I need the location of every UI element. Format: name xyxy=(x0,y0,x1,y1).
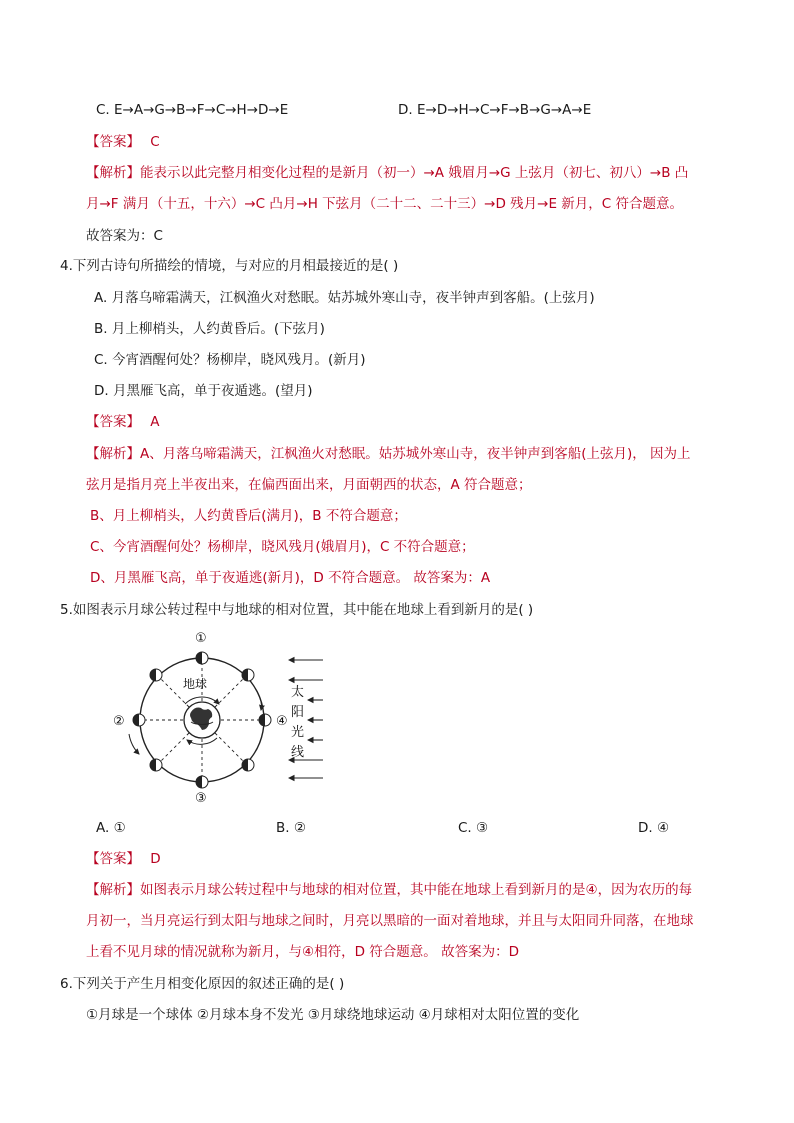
q4-analysis-line-1 xyxy=(86,445,691,463)
q3-conclusion: 故答案为：C xyxy=(86,228,163,244)
label-earth: 地球 xyxy=(183,677,208,691)
label-position-3: ③ xyxy=(195,791,207,806)
q3-option-c: C. E→A→G→B→F→C→H→D→E xyxy=(96,102,289,118)
q4-analysis-line-4: C、今宵酒醒何处？杨柳岸，晓风残月(娥眉月)，C 不符合题意； xyxy=(90,539,475,555)
q4-option-a: A. 月落乌啼霜满天，江枫渔火对愁眠。姑苏城外寒山寺，夜半钟声到客船。(上弦月) xyxy=(94,290,595,306)
analysis-tag: 【解析】 xyxy=(86,882,140,898)
q4-analysis-line-3: B、月上柳梢头，人约黄昏后(满月)，B 不符合题意； xyxy=(90,508,407,524)
sunlight-char-1: 太 xyxy=(291,685,305,700)
q4-option-c: C. 今宵酒醒何处？杨柳岸，晓风残月。(新月) xyxy=(94,352,366,368)
q4-analysis-line-2: 弦月是指月亮上半夜出来，在偏西面出来，月面朝西的状态，A 符合题意； xyxy=(86,477,532,493)
label-position-2: ② xyxy=(113,714,125,729)
sunlight-char-3: 光 xyxy=(291,725,305,740)
answer-tag: 【答案】 xyxy=(86,414,140,430)
q4-answer xyxy=(86,413,160,431)
q5-analysis-line-1 xyxy=(86,881,692,899)
q5-option-c: C. ③ xyxy=(458,820,489,836)
q5-analysis-line-3: 上看不见月球的情况就称为新月，与④相符，D 符合题意。 故答案为：D xyxy=(86,944,519,960)
q3-analysis-line-2: 月→F 满月（十五，十六）→C 凸月→H 下弦月（二十二、二十三）→D 残月→E 新月，C 符合题意。 xyxy=(86,196,683,212)
q5-answer xyxy=(86,850,161,868)
answer-tag: 【答案】 xyxy=(86,851,140,867)
q3-analysis-line-1 xyxy=(86,164,688,182)
sunlight-char-2: 阳 xyxy=(291,705,305,720)
q3-option-d: D. E→D→H→C→F→B→G→A→E xyxy=(398,102,592,118)
analysis-tag: 【解析】 xyxy=(86,165,140,181)
sunlight-char-4: 线 xyxy=(291,745,305,760)
analysis-text: 如图表示月球公转过程中与地球的相对位置，其中能在地球上看到新月的是④，因为农历的每 xyxy=(140,882,693,898)
analysis-tag: 【解析】 xyxy=(86,446,140,462)
label-position-1: ① xyxy=(195,631,207,646)
q5-analysis-line-2: 月初一，当月亮运行到太阳与地球之间时，月亮以黑暗的一面对着地球，并且与太阳同升同落，在地球 xyxy=(86,913,694,929)
q6-stem: 6.下列关于产生月相变化原因的叙述正确的是( ) xyxy=(60,976,345,992)
q5-option-a: A. ① xyxy=(96,820,126,836)
answer-value: C xyxy=(150,134,160,150)
q5-option-d: D. ④ xyxy=(638,820,670,836)
q5-stem: 5.如图表示月球公转过程中与地球的相对位置，其中能在地球上看到新月的是( ) xyxy=(60,602,534,618)
q6-statements: ①月球是一个球体 ②月球本身不发光 ③月球绕地球运动 ④月球相对太阳位置的变化 xyxy=(86,1007,580,1023)
q4-stem: 4.下列古诗句所描绘的情境，与对应的月相最接近的是( ) xyxy=(60,258,399,274)
q3-answer xyxy=(86,133,160,151)
moon-orbit-figure xyxy=(105,630,335,810)
analysis-text: 能表示以此完整月相变化过程的是新月（初一）→A 娥眉月→G 上弦月（初七、初八）→B 凸 xyxy=(140,165,689,181)
answer-value: A xyxy=(150,414,160,430)
answer-tag: 【答案】 xyxy=(86,134,140,150)
q4-analysis-line-5: D、月黑雁飞高，单于夜遁逃(新月)，D 不符合题意。 故答案为：A xyxy=(90,570,491,586)
answer-value: D xyxy=(150,851,161,867)
label-position-4: ④ xyxy=(276,714,288,729)
q4-option-b: B. 月上柳梢头，人约黄昏后。(下弦月) xyxy=(94,321,325,337)
q5-option-b: B. ② xyxy=(276,820,306,836)
q4-option-d: D. 月黑雁飞高，单于夜遁逃。(望月) xyxy=(94,383,313,399)
analysis-text: A、月落乌啼霜满天，江枫渔火对愁眠。姑苏城外寒山寺，夜半钟声到客船(上弦月)， 因为上 xyxy=(140,446,691,462)
